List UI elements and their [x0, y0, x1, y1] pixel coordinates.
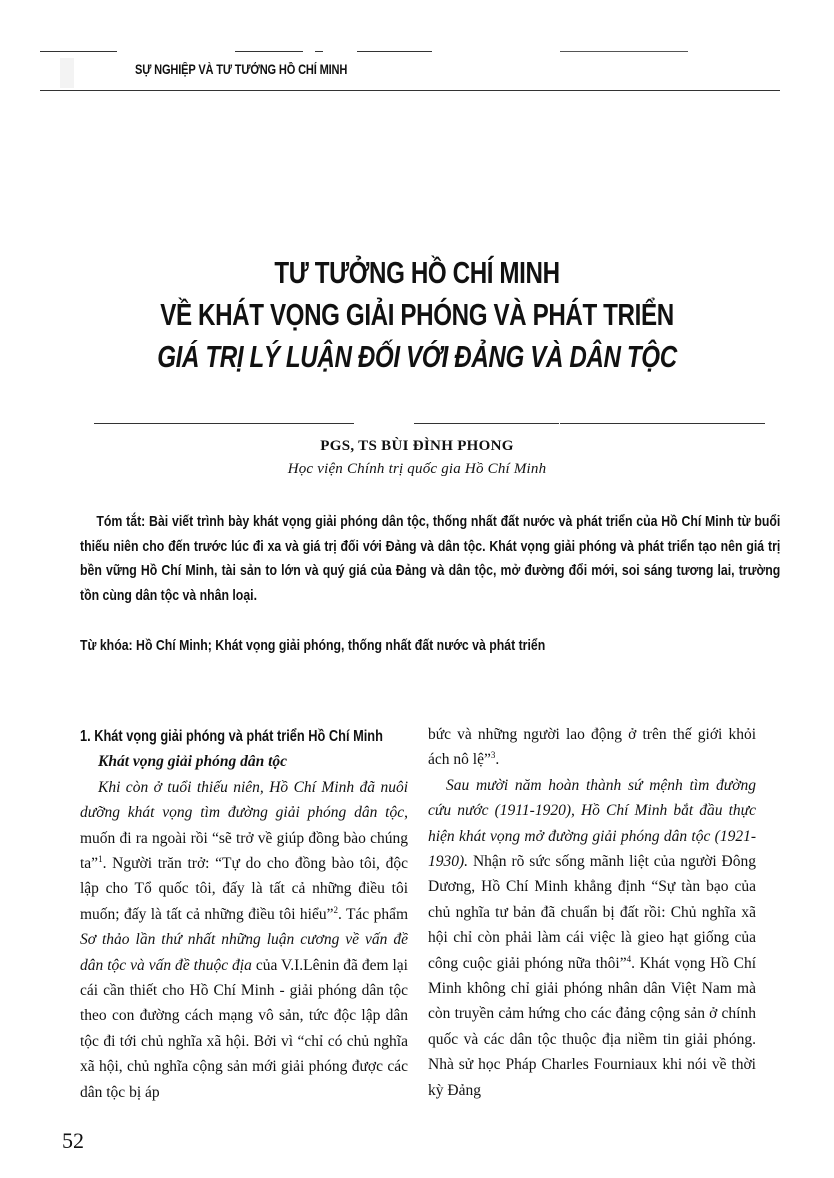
header-top-rule-mid2 — [315, 51, 323, 52]
article-title — [0, 252, 834, 378]
footnote-ref-2: 2 — [333, 904, 338, 915]
page-number: 52 — [62, 1128, 84, 1153]
title-line-3: GIÁ TRỊ LÝ LUẬN ĐỐI VỚI ĐẢNG VÀ DÂN TỘC — [157, 339, 677, 374]
section-heading: 1. Khát vọng giải phóng và phát triển Hồ Chí Minh — [80, 728, 383, 745]
paragraph — [80, 775, 408, 1105]
paragraph-text: . Người trăn trở: “Tự do cho đồng bào tôi, độc lập cho Tổ quốc tôi, đấy là tất cả những điều tôi muốn; đấy là tất cả những điều tôi hiểu” — [80, 855, 408, 923]
paragraph — [428, 773, 756, 1103]
title-underline-right2 — [560, 423, 765, 424]
cited-work-title: Sơ thảo lần thứ nhất những luận cương về vấn đề dân tộc và vấn đề thuộc địa — [80, 931, 408, 974]
paragraph-text: của V.I.Lênin đã đem lại cái cần thiết cho Hồ Chí Minh - giải phóng dân tộc theo con đường cách mạng vô sản, tức độc lập dân tộc đi tới chủ nghĩa xã hội. Bởi vì “chỉ có chủ nghĩa xã hội, chủ nghĩa cộng sản mới giải phóng được các dân tộc bị áp — [80, 956, 408, 1101]
footnote-ref-3: 3 — [490, 750, 496, 761]
paragraph-text: Nhận rõ sức sống mãnh liệt của người Đông Dương, Hồ Chí Minh khẳng định “Sự tàn bạo của chủ nghĩa tư bản đã chuẩn bị đất rồi: Chủ nghĩa xã hội chỉ còn phải làm cái việc là gieo hạt giống của công cuộc giải phóng nữa thôi” — [428, 853, 756, 972]
running-header-section: SỰ NGHIỆP VÀ TƯ TƯỞNG HỒ CHÍ MINH — [135, 62, 348, 77]
sub-heading: Khát vọng giải phóng dân tộc — [98, 753, 288, 771]
paragraph-text: . Tác phẩm — [337, 905, 408, 923]
paragraph-text: bức và những người lao động ở trên thế giới khỏi ách nô lệ” — [428, 726, 756, 769]
paragraph-text: . — [495, 751, 500, 769]
header-top-rule-mid — [235, 51, 303, 52]
body-column-right — [428, 722, 756, 1103]
footnote-ref-4: 4 — [626, 953, 632, 964]
author-block — [0, 438, 834, 478]
paragraph-text: , muốn đi ra ngoài rồi “sẽ trở về giúp đồng bào chúng ta” — [80, 804, 408, 873]
title-line-2: VỀ KHÁT VỌNG GIẢI PHÓNG VÀ PHÁT TRIỂN — [160, 297, 674, 332]
paragraph-text: . Khát vọng Hồ Chí Minh không chỉ giải phóng nhân dân Việt Nam mà còn truyền cảm hứng cho các đảng cộng sản ở chính quốc và các dân tộc thuộc địa niềm tin giải phóng. Nhà sử học Pháp Charles Fourniaux khi nói về thời kỳ Đảng — [428, 954, 757, 1099]
title-line-1: TƯ TƯỞNG HỒ CHÍ MINH — [274, 255, 560, 290]
paragraph-continued — [428, 722, 756, 773]
keywords: Từ khóa: Hồ Chí Minh; Khát vọng giải phóng, thống nhất đất nước và phát triển — [80, 637, 546, 654]
footnote-ref-1: 1 — [98, 853, 103, 864]
scan-margin-mark — [60, 58, 74, 88]
paragraph-italic-lead: Sau mười năm hoàn thành sứ mệnh tìm đường cứu nước (1911-1920), Hồ Chí Minh bắt đầu thực hiện khát vọng mở đường giải phóng dân tộc (1921-1930). — [428, 776, 756, 871]
header-top-rule-far — [560, 51, 688, 52]
header-top-rule-left — [40, 51, 117, 52]
header-bottom-rule — [40, 90, 780, 91]
abstract — [80, 510, 780, 608]
paragraph-italic-lead: Khi còn ở tuổi thiếu niên, Hồ Chí Minh đã nuôi dưỡng khát vọng tìm đường giải phóng dân tộc — [80, 778, 408, 822]
author-affiliation: Học viện Chính trị quốc gia Hồ Chí Minh — [287, 461, 547, 477]
title-underline-left — [94, 423, 354, 424]
abstract-text: Tóm tắt: Bài viết trình bày khát vọng giải phóng dân tộc, thống nhất đất nước và phát triển của Hồ Chí Minh từ buổi thiếu niên cho đến trước lúc đi xa và giá trị đối với Đảng và dân tộc. Khát vọng giải phóng và phát triển tạo nên giá trị bền vững Hồ Chí Minh, tài sản to lớn và quý giá của Đảng và dân tộc, mở đường đổi mới, soi sáng tương lai, trường tồn cùng dân tộc và nhân loại. — [80, 513, 781, 604]
author-name: PGS, TS BÙI ĐÌNH PHONG — [320, 438, 514, 454]
title-underline-right — [414, 423, 559, 424]
header-top-rule-right — [357, 51, 432, 52]
body-column-left — [80, 724, 408, 1105]
